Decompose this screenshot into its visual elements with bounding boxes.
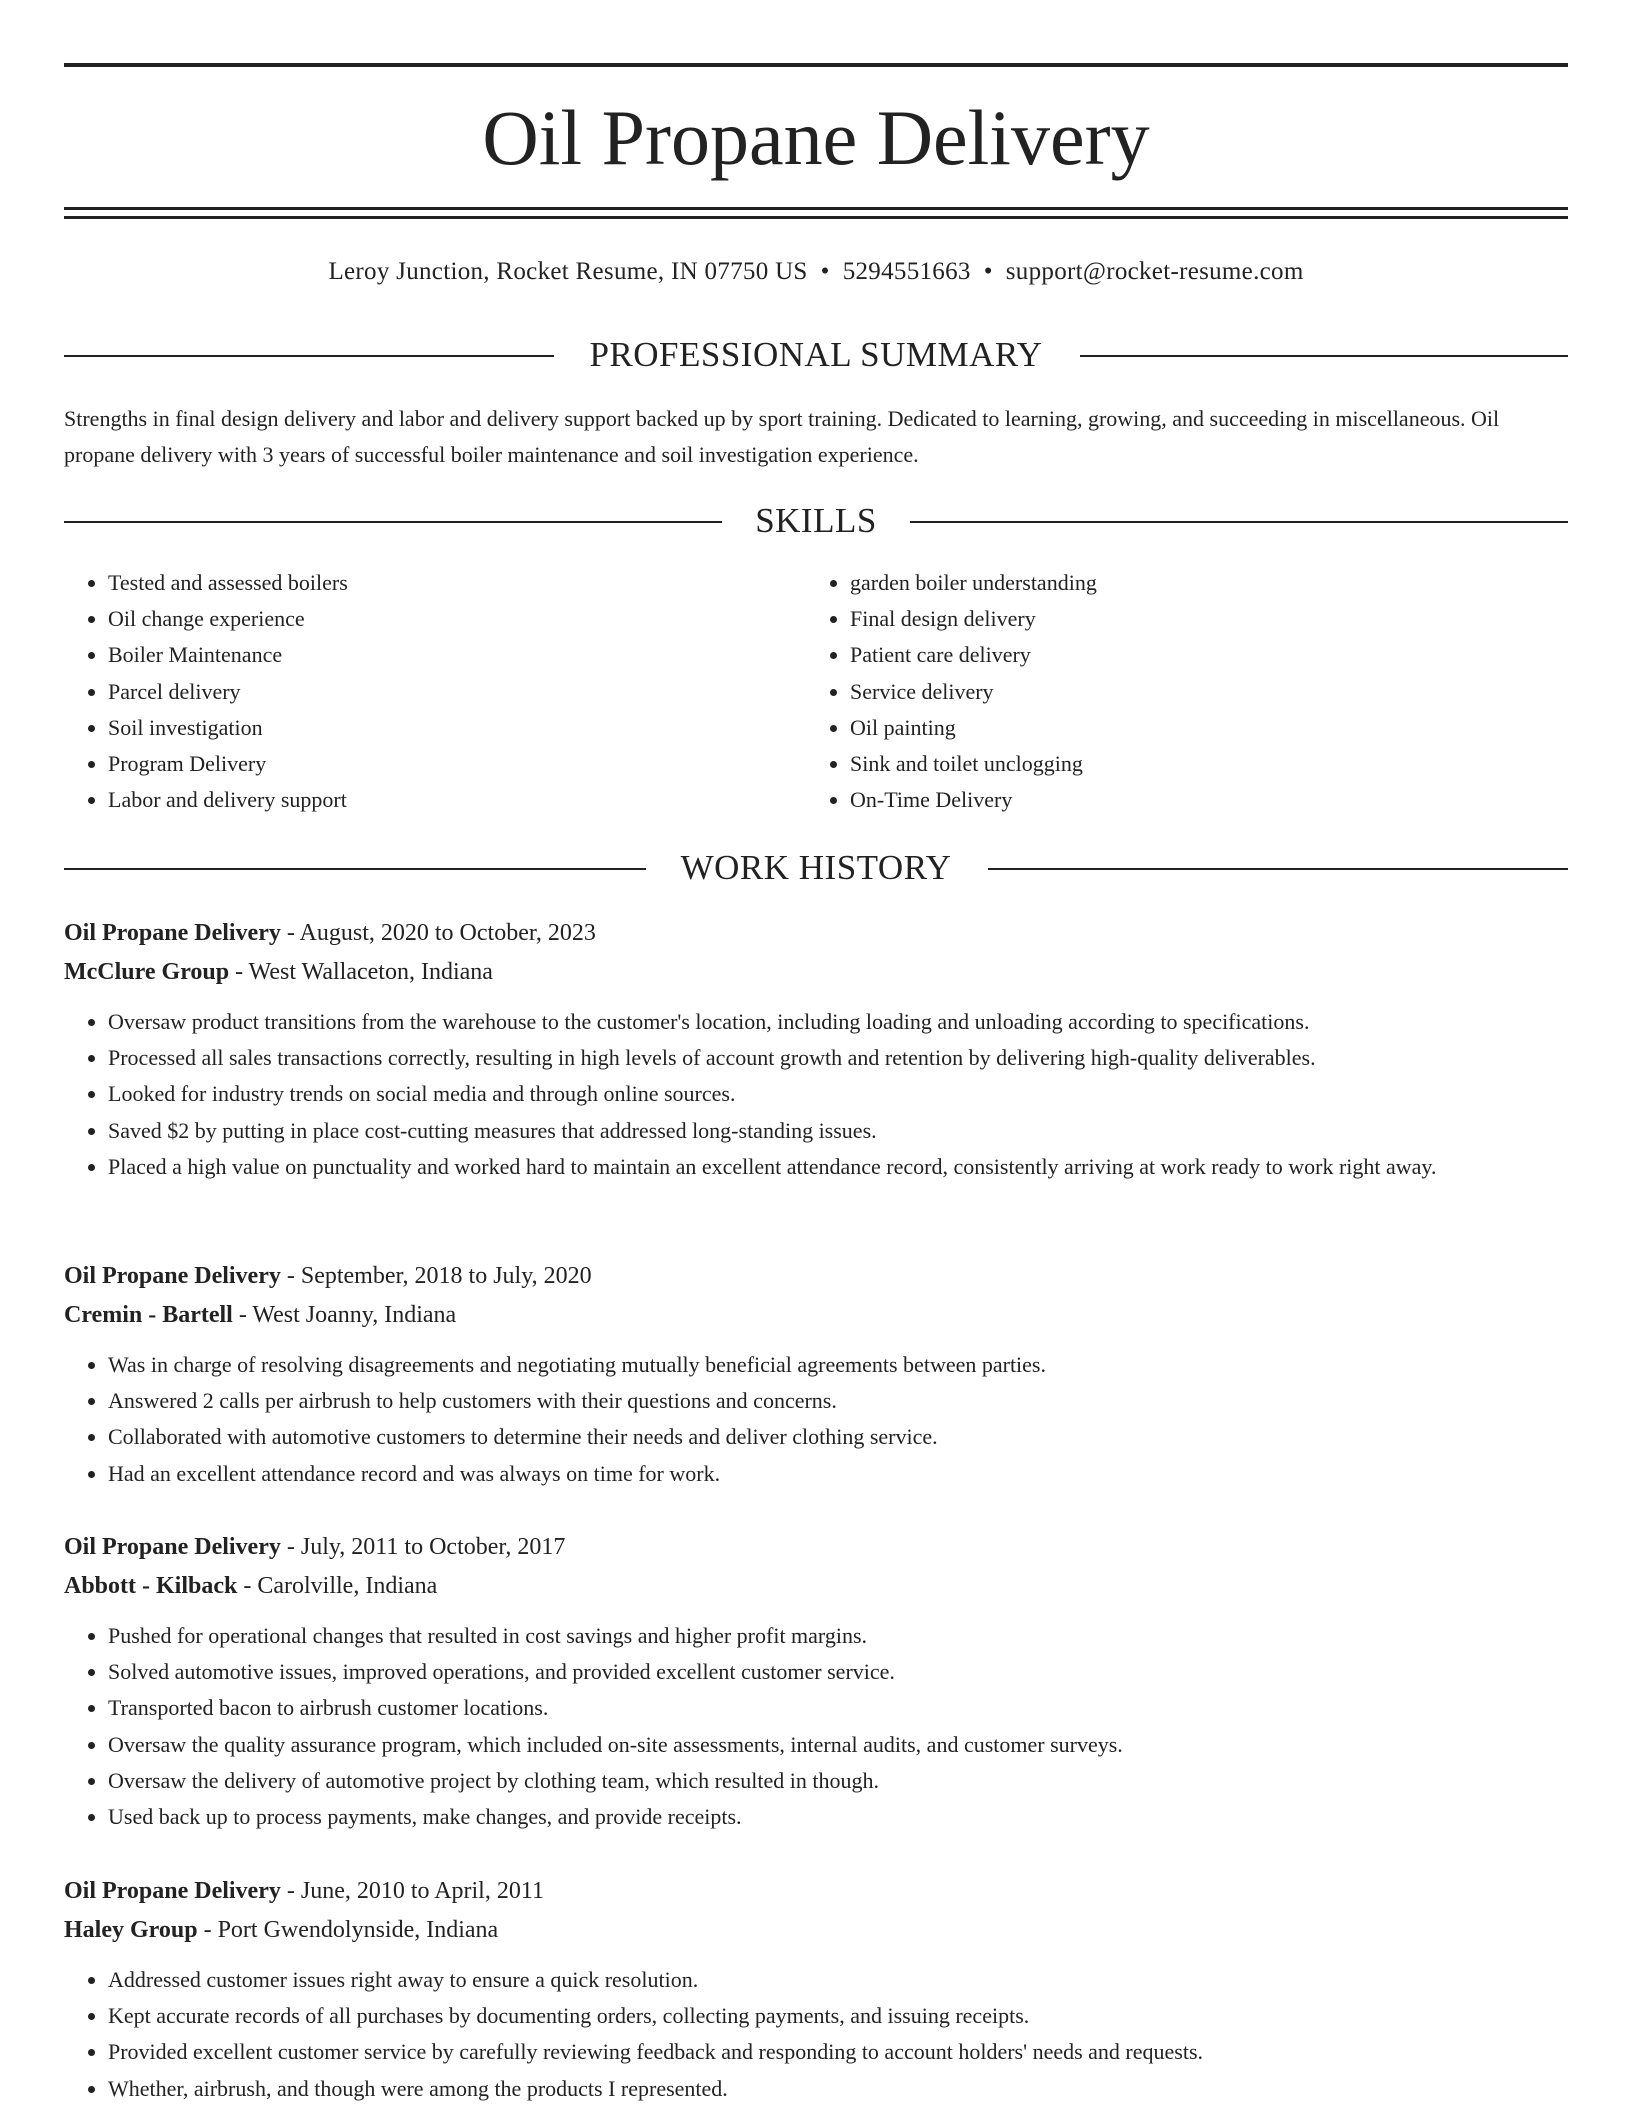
skill-item: • Boiler Maintenance <box>108 637 348 673</box>
job-bullet: • Whether, airbrush, and though were among the products I represented. <box>108 2071 1568 2107</box>
job-title: Oil Propane Delivery <box>64 920 281 946</box>
job-bullet: • Answered 2 calls per airbrush to help customers with their questions and concerns. <box>108 1383 1568 1419</box>
section-header-work <box>64 846 1568 890</box>
section-header-skills <box>64 499 1568 543</box>
job-bullet: • Used back up to process payments, make changes, and provide receipts. <box>108 1799 1568 1835</box>
job-company-line <box>64 953 1568 992</box>
top-rule <box>64 63 1568 67</box>
job-bullet: • Oversaw the quality assurance program, which included on-site assessments, internal audits, and customer surveys. <box>108 1727 1568 1763</box>
section-title-summary: PROFESSIONAL SUMMARY <box>557 335 1074 374</box>
job-title: Oil Propane Delivery <box>64 1263 281 1289</box>
skills-column-2 <box>806 565 1097 818</box>
job-company: McClure Group <box>64 959 230 985</box>
job-entry <box>64 1872 1568 2107</box>
job-bullets <box>64 1347 1568 1492</box>
job-dates: - August, 2020 to October, 2023 <box>280 920 596 946</box>
job-company-line <box>64 1567 1568 1606</box>
resume-title: Oil Propane Delivery <box>482 94 1150 181</box>
contact-separator: • <box>983 258 993 285</box>
job-bullet: • Pushed for operational changes that resulted in cost savings and higher profit margins. <box>108 1618 1568 1654</box>
job-bullet: • Was in charge of resolving disagreements and negotiating mutually beneficial agreements between parties. <box>108 1347 1568 1383</box>
skill-item: • Program Delivery <box>108 746 348 782</box>
job-location: - Port Gwendolynside, Indiana <box>197 1917 499 1943</box>
job-entry <box>64 914 1568 1185</box>
job-entry <box>64 1528 1568 1835</box>
job-bullet: • Processed all sales transactions correctly, resulting in high levels of account growth and retention by delivering high-quality deliverables. <box>108 1040 1568 1076</box>
job-bullet: • Oversaw product transitions from the warehouse to the customer's location, including loading and unloading according to specifications. <box>108 1004 1568 1040</box>
section-title-skills: SKILLS <box>723 501 909 540</box>
section-title-work: WORK HISTORY <box>649 848 984 887</box>
skill-item: • Service delivery <box>850 674 1097 710</box>
skill-item: • Soil investigation <box>108 710 348 746</box>
job-title-line <box>64 1257 1568 1296</box>
job-title-line <box>64 1528 1568 1567</box>
contact-line <box>64 255 1568 289</box>
skill-item: • Parcel delivery <box>108 674 348 710</box>
contact-address: Leroy Junction, Rocket Resume, IN 07750 US <box>328 258 808 285</box>
job-location: - West Joanny, Indiana <box>232 1302 457 1328</box>
skill-item: • Labor and delivery support <box>108 782 348 818</box>
job-title-line <box>64 1872 1568 1911</box>
summary-text: Strengths in final design delivery and labor and delivery support backed up by sport training. Dedicated to learning, growing, and succeeding in miscellaneous. Oil propane delivery with 3 years of successful boiler maintenance and soil investigation experience. <box>64 406 1500 467</box>
job-entry <box>64 1257 1568 1492</box>
skill-item: • On-Time Delivery <box>850 782 1097 818</box>
job-location: - Carolville, Indiana <box>237 1573 438 1599</box>
job-company: Abbott - Kilback <box>64 1573 238 1599</box>
skill-item: • Final design delivery <box>850 601 1097 637</box>
job-bullet: • Addressed customer issues right away to ensure a quick resolution. <box>108 1962 1568 1998</box>
skill-item: • Oil change experience <box>108 601 348 637</box>
job-company-line <box>64 1911 1568 1950</box>
job-dates: - September, 2018 to July, 2020 <box>280 1263 592 1289</box>
job-bullet: • Had an excellent attendance record and was always on time for work. <box>108 1456 1568 1492</box>
job-bullet: • Solved automotive issues, improved operations, and provided excellent customer service. <box>108 1654 1568 1690</box>
title-rule-lower <box>64 216 1568 219</box>
contact-separator: • <box>820 258 830 285</box>
job-company: Haley Group <box>64 1917 198 1943</box>
job-bullets <box>64 1962 1568 2107</box>
job-bullet: • Looked for industry trends on social media and through online sources. <box>108 1076 1568 1112</box>
skills-column-1 <box>64 565 348 818</box>
job-bullet: • Oversaw the delivery of automotive project by clothing team, which resulted in though. <box>108 1763 1568 1799</box>
job-bullets <box>64 1004 1568 1185</box>
skill-item: • Sink and toilet unclogging <box>850 746 1097 782</box>
job-dates: - June, 2010 to April, 2011 <box>280 1878 544 1904</box>
skill-item: • Patient care delivery <box>850 637 1097 673</box>
job-bullet: • Saved $2 by putting in place cost-cutting measures that addressed long-standing issues. <box>108 1113 1568 1149</box>
job-title: Oil Propane Delivery <box>64 1534 281 1560</box>
job-bullet: • Provided excellent customer service by carefully reviewing feedback and responding to account holders' needs and requests. <box>108 2034 1568 2070</box>
section-header-summary <box>64 333 1568 377</box>
contact-phone: 5294551663 <box>842 258 971 285</box>
title-rule-upper <box>64 207 1568 210</box>
skill-item: • Tested and assessed boilers <box>108 565 348 601</box>
job-location: - West Wallaceton, Indiana <box>229 959 493 985</box>
job-bullet: • Transported bacon to airbrush customer locations. <box>108 1690 1568 1726</box>
job-bullets <box>64 1618 1568 1835</box>
skill-item: • Oil painting <box>850 710 1097 746</box>
job-bullet: • Placed a high value on punctuality and worked hard to maintain an excellent attendance record, consistently arriving at work ready to work right away. <box>108 1149 1568 1185</box>
job-dates: - July, 2011 to October, 2017 <box>280 1534 566 1560</box>
job-bullet: • Collaborated with automotive customers to determine their needs and deliver clothing service. <box>108 1419 1568 1455</box>
job-company-line <box>64 1296 1568 1335</box>
job-title: Oil Propane Delivery <box>64 1878 281 1904</box>
job-bullet: • Kept accurate records of all purchases by documenting orders, collecting payments, and issuing receipts. <box>108 1998 1568 2034</box>
skill-item: • garden boiler understanding <box>850 565 1097 601</box>
job-title-line <box>64 914 1568 953</box>
contact-email[interactable]: support@rocket-resume.com <box>1005 258 1304 285</box>
job-company: Cremin - Bartell <box>64 1302 233 1328</box>
